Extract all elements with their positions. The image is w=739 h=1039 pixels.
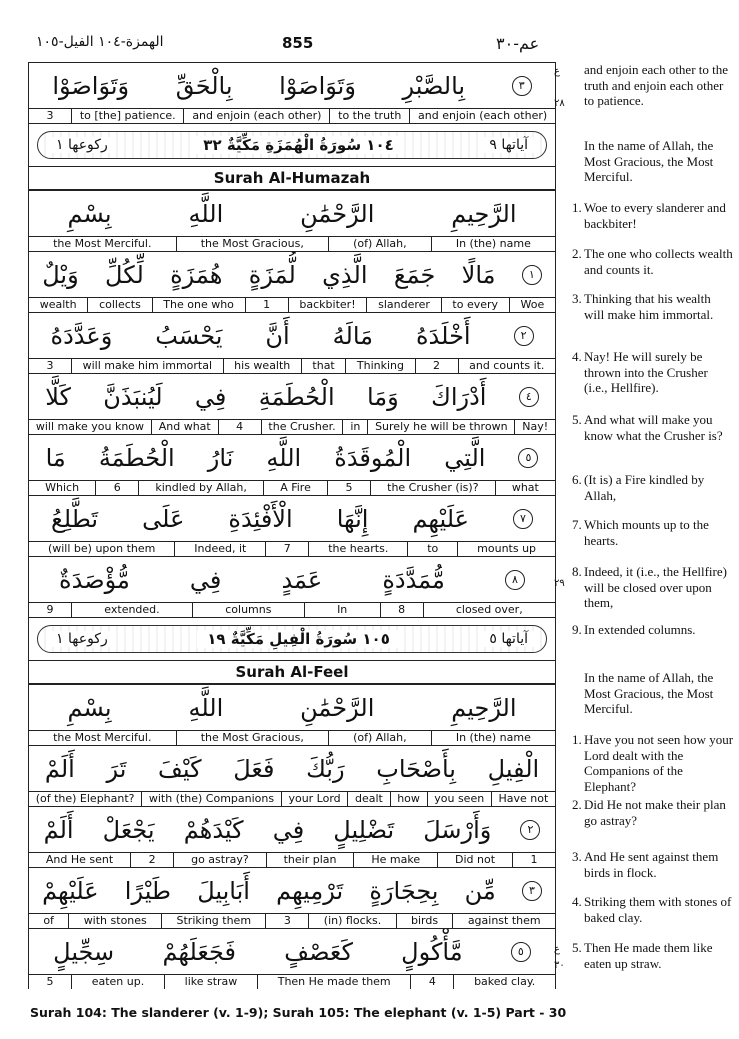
arabic-word: تَطَّلِعُ [51,504,99,533]
gloss-cell: extended. [71,603,192,617]
gloss-cell: (in) flocks. [308,914,395,928]
surah-title: Surah Al-Feel [29,661,555,684]
gloss-cell: In (the) name [431,237,555,251]
gloss-cell: to [the] patience. [71,109,184,123]
arabic-word: بِسْمِ [67,199,112,228]
translation-text: (It is) a Fire kindled by Allah, [584,472,705,503]
arabic-line [29,685,555,731]
arabic-line [29,746,555,792]
gloss-cell: will make him immortal [71,359,223,373]
arabic-word: مَالًا [461,260,496,289]
surah-band-right: ركوعها ١ [50,631,114,647]
verse-number-marker: ٣ [522,881,542,901]
gloss-cell: eaten up. [71,975,164,989]
english-gloss-line [29,603,555,617]
arabic-word: عَلَى [142,504,185,533]
arabic-word: الْفِيلِ [487,754,540,783]
translation-text: Then He made them like eaten up straw. [584,940,713,971]
gloss-cell: against them [452,914,555,928]
surah-band-center: ١٠٥ سُورَةُ الْفِيلِ مَكِّيَّةٌ ١٩ [197,630,400,648]
gloss-cell: 6 [95,481,138,495]
page-footer: Surah 104: The slanderer (v. 1-9); Surah 105: The elephant (v. 1-5) Part - 30 [30,1005,567,1020]
gloss-cell: In (the) name [431,731,555,745]
english-gloss-line [29,975,555,989]
translation-verse-number: 8. [572,564,582,579]
gloss-cell: baked clay. [453,975,555,989]
gloss-cell: Did not [437,853,512,867]
page-number: 855 [282,34,314,52]
verse-number-marker: ٢ [514,326,534,346]
translation-text: In extended columns. [584,622,696,637]
gloss-cell: (of) Allah, [328,237,431,251]
gloss-cell: dealt [347,792,389,806]
verse-row [29,312,555,373]
arabic-word: الَّتِي [444,443,486,472]
english-gloss-line [29,853,555,867]
gloss-cell: 7 [265,542,308,556]
gloss-cell: with stones [68,914,161,928]
arabic-word: كَلَّا [45,382,71,411]
arabic-word: يَجْعَلْ [102,815,155,844]
arabic-word: لَيُنبَذَنَّ [103,382,163,411]
surah-title: Surah Al-Humazah [29,167,555,190]
arabic-line [29,807,555,853]
english-gloss-line [29,420,555,434]
arabic-word: وَيْلٌ [42,260,79,289]
arabic-word: سِجِّيلٍ [53,937,115,966]
gloss-cell: the hearts. [308,542,407,556]
gloss-cell: Nay! [514,420,555,434]
arabic-word: أَلَمْ [44,754,75,783]
arabic-word: مَالَهُ [332,321,373,350]
verse-row [29,62,555,123]
arabic-word: أَبَابِيلَ [197,876,250,905]
translation-text: And what will make you know what the Crusher is? [584,412,723,443]
arabic-word: اللَّهِ [188,693,224,722]
english-gloss-line [29,298,555,312]
arabic-word: بِحِجَارَةٍ [369,876,439,905]
arabic-word: فَعَلَ [233,754,275,783]
gloss-cell: to the truth [329,109,409,123]
gloss-cell: and enjoin (each other) [183,109,329,123]
gloss-cell: his wealth [223,359,301,373]
arabic-word: أَخْلَدَهُ [415,321,471,350]
arabic-word: عَمَدٍ [281,565,323,594]
translation-verse-number: 2. [572,797,582,812]
verse-row [29,251,555,312]
verse-number-marker: ١ [522,265,542,285]
translation-text: Nay! He will surely be thrown into the Crusher (i.e., Hellfire). [584,349,708,395]
translation-text: Indeed, it (i.e., the Hellfire) will be closed over upon them, [584,564,727,610]
translation-text: Woe to every slanderer and backbiter! [584,200,726,231]
arabic-word: وَمَا [366,382,399,411]
gloss-cell: 4 [410,975,453,989]
translation-verse-number: 5. [572,412,582,427]
arabic-word: يَحْسَبُ [155,321,223,350]
ruku-marker: ع [554,944,560,955]
gloss-cell: 5 [46,975,54,988]
arabic-word: لُّمَزَةٍ [248,260,296,289]
gloss-cell: 2 [415,359,458,373]
english-gloss-line [29,237,555,251]
translation-verse-number: 9. [572,622,582,637]
translation-verse-number: 2. [572,246,582,261]
translation-verse-number: 3. [572,291,582,306]
verse-row [29,867,555,928]
verse-number-marker: ٥ [518,448,538,468]
arabic-word: مُّؤْصَدَةٌ [59,565,130,594]
translation-verse-number: 6. [572,472,582,487]
verse-row [29,434,555,495]
arabic-word: اللَّهِ [266,443,302,472]
english-gloss-line [29,359,555,373]
gloss-cell: 4 [218,420,261,434]
translation-verse-number: 4. [572,894,582,909]
verse-number-marker: ٤ [519,387,539,407]
arabic-word: تَضْلِيلٍ [333,815,395,844]
translation-verse-number: 1. [572,732,582,747]
gloss-cell: your Lord [281,792,348,806]
arabic-word: وَتَوَاصَوْا [279,71,356,100]
gloss-cell: with (the) Companions [141,792,281,806]
gloss-cell: you seen [427,792,491,806]
gloss-cell: what [495,481,555,495]
verse-number-marker: ٨ [505,570,525,590]
translation-verse-number: 1. [572,200,582,215]
header-juz: عم-٣٠ [496,34,540,53]
arabic-word: بِالصَّبْرِ [402,71,466,100]
arabic-word: جَمَعَ [393,260,436,289]
arabic-line [29,252,555,298]
arabic-line [29,191,555,237]
gloss-cell: collects [87,298,151,312]
arabic-word: أَدْرَاكَ [431,382,487,411]
arabic-word: هُمَزَةٍ [170,260,223,289]
ruku-marker: ٣٠ [554,960,565,971]
arabic-word: إِنَّهَا [336,504,369,533]
gloss-cell: wealth [39,298,77,311]
arabic-line [29,929,555,975]
english-gloss-line [29,731,555,745]
word-by-word-grid [28,62,556,989]
arabic-word: الرَّحِيمِ [451,693,517,722]
gloss-cell: like straw [164,975,257,989]
gloss-cell: 8 [380,603,423,617]
arabic-line [29,374,555,420]
verse-row [29,373,555,434]
translation-text: The one who collects wealth and counts it. [584,246,733,277]
gloss-cell: mounts up [457,542,555,556]
gloss-cell: (of the) Elephant? [35,792,135,805]
ornamental-frame [37,131,547,159]
verse-row [29,684,555,745]
arabic-line [29,557,555,603]
verse-number-marker: ٢ [520,820,540,840]
arabic-word: تَرْمِيهِم [276,876,344,905]
english-gloss-line [29,792,555,806]
gloss-cell: And He sent [45,853,114,866]
gloss-cell: 3 [265,914,308,928]
gloss-cell: 3 [46,359,54,372]
ruku-marker: ع [554,66,560,77]
translation-text: In the name of Allah, the Most Gracious, the Most Merciful. [584,138,714,184]
gloss-cell: the Crusher. [261,420,343,434]
gloss-cell: the Most Merciful. [53,237,152,250]
gloss-cell: In [304,603,380,617]
arabic-word: مَا [45,443,66,472]
gloss-cell: and enjoin (each other) [409,109,555,123]
gloss-cell: Which [45,481,80,494]
gloss-cell: of [43,914,54,927]
arabic-word: اللَّهِ [188,199,224,228]
gloss-cell: 5 [327,481,370,495]
gloss-cell: He make [353,853,437,867]
gloss-cell: Have not [491,792,555,806]
arabic-word: رَبُّكَ [306,754,345,783]
surah-header-band [29,123,555,167]
translation-verse-number: 3. [572,849,582,864]
ruku-marker: ٢٩ [554,578,565,589]
arabic-word: طَيْرًا [124,876,172,905]
arabic-word: مَّأْكُولٍ [401,937,463,966]
gloss-cell: 9 [46,603,54,616]
arabic-word: كَيْدَهُمْ [183,815,244,844]
arabic-word: الْمُوقَدَةُ [334,443,412,472]
gloss-cell: Surely he will be thrown [367,420,514,434]
translation-verse-number: 7. [572,517,582,532]
arabic-line [29,868,555,914]
gloss-cell: And what [151,420,218,434]
arabic-word: عَلَيْهِمْ [42,876,99,905]
gloss-cell: kindled by Allah, [138,481,263,495]
arabic-word: الَّذِي [322,260,368,289]
arabic-word: فِي [189,565,222,594]
gloss-cell: go astray? [173,853,266,867]
gloss-cell: 2 [130,853,173,867]
gloss-cell: (will be) upon them [47,542,156,555]
gloss-cell: A Fire [263,481,327,495]
arabic-word: مُّمَدَّدَةٍ [382,565,445,594]
verse-row [29,928,555,989]
translation-text: Which mounts up to the hearts. [584,517,709,548]
gloss-cell: that [301,359,345,373]
gloss-cell: how [390,792,427,806]
verse-number-marker: ٥ [511,942,531,962]
gloss-cell: closed over, [423,603,555,617]
translation-text: and enjoin each other to the truth and enjoin each other to patience. [584,62,729,108]
arabic-word: الرَّحْمَٰنِ [300,199,375,228]
gloss-cell: Striking them [161,914,265,928]
arabic-word: الْحُطَمَةِ [258,382,335,411]
translation-text: Did He not make their plan go astray? [584,797,726,828]
arabic-word: كَعَصْفٍ [284,937,353,966]
verse-row [29,190,555,251]
arabic-word: كَيْفَ [158,754,202,783]
translation-text: Have you not seen how your Lord dealt with the Companions of the Elephant? [584,732,734,794]
arabic-word: لِّكُلِّ [105,260,144,289]
arabic-word: فَجَعَلَهُمْ [162,937,236,966]
gloss-cell: 3 [46,109,54,122]
gloss-cell: the Most Merciful. [53,731,152,744]
arabic-word: وَعَدَّدَهُ [50,321,113,350]
gloss-cell: and counts it. [458,359,555,373]
gloss-cell: the Most Gracious, [176,237,328,251]
gloss-cell: in [342,420,367,434]
arabic-word: تَرَ [106,754,127,783]
gloss-cell: to [407,542,457,556]
arabic-word: وَأَرْسَلَ [423,815,492,844]
gloss-cell: the Crusher (is)? [370,481,495,495]
gloss-cell: Thinking [345,359,414,373]
gloss-cell: Indeed, it [174,542,265,556]
surah-band-right: ركوعها ١ [50,137,114,153]
arabic-word: فِي [194,382,227,411]
gloss-cell: Woe [509,298,555,312]
verse-row [29,745,555,806]
arabic-word: عَلَيْهِم [412,504,469,533]
arabic-line [29,435,555,481]
arabic-word: مِّن [464,876,496,905]
arabic-word: فِي [272,815,305,844]
ruku-marker: ٢٨ [554,98,565,109]
verse-number-marker: ٧ [513,509,533,529]
arabic-word: الرَّحِيمِ [451,199,517,228]
gloss-cell: backbiter! [288,298,367,312]
arabic-word: الْأَفْئِدَةِ [228,504,293,533]
ornamental-frame [37,625,547,653]
gloss-cell: slanderer [366,298,440,312]
gloss-cell: birds [396,914,453,928]
translation-text: In the name of Allah, the Most Gracious, the Most Merciful. [584,670,714,716]
surah-band-center: ١٠٤ سُورَةُ الْهُمَزَةِ مَكِّيَّةٌ ٣٢ [193,136,403,154]
arabic-word: الرَّحْمَٰنِ [300,693,375,722]
arabic-word: نَارُ [207,443,234,472]
translation-verse-number: 5. [572,940,582,955]
verse-row [29,806,555,867]
arabic-word: بِأَصْحَابِ [376,754,456,783]
arabic-line [29,63,555,109]
translation-text: Thinking that his wealth will make him immortal. [584,291,714,322]
arabic-word: بِالْحَقِّ [175,71,233,100]
arabic-word: الْحُطَمَةُ [98,443,175,472]
english-gloss-line [29,481,555,495]
surah-band-left: آياتها ٩ [483,137,534,153]
gloss-cell: The one who [152,298,245,312]
verse-number-marker: ٣ [512,76,532,96]
english-gloss-line [29,542,555,556]
arabic-word: وَتَوَاصَوْا [52,71,130,100]
verse-row [29,556,555,617]
arabic-line [29,313,555,359]
header-surah-names: الهمزة-١٠٤ الفيل-١٠٥ [36,34,164,50]
gloss-cell: to every [441,298,509,312]
translation-verse-number: 4. [572,349,582,364]
gloss-cell: Then He made them [257,975,410,989]
surah-header-band [29,617,555,661]
arabic-word: بِسْمِ [67,693,112,722]
verse-row [29,495,555,556]
gloss-cell: (of) Allah, [328,731,431,745]
gloss-cell: their plan [266,853,354,867]
translation-text: Striking them with stones of baked clay. [584,894,732,925]
gloss-cell: 1 [512,853,555,867]
surah-band-left: آياتها ٥ [483,631,534,647]
arabic-line [29,496,555,542]
arabic-word: أَلَمْ [43,815,74,844]
gloss-cell: will make you know [35,420,145,433]
gloss-cell: the Most Gracious, [176,731,328,745]
gloss-cell: 1 [245,298,288,312]
arabic-word: أَنَّ [265,321,290,350]
english-gloss-line [29,914,555,928]
english-gloss-line [29,109,555,123]
translation-text: And He sent against them birds in flock. [584,849,719,880]
gloss-cell: columns [192,603,304,617]
